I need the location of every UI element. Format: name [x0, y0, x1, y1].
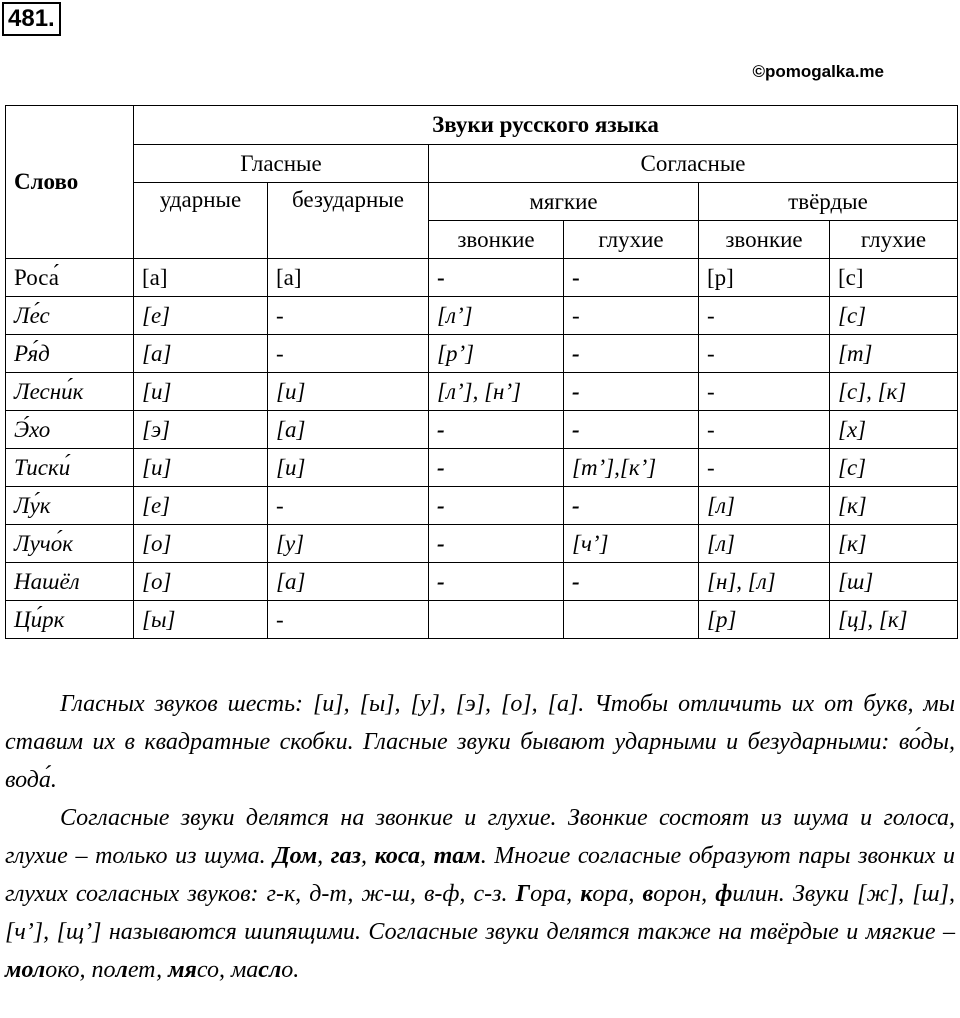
- header-title: Звуки русского языка: [134, 106, 958, 145]
- header-word: Слово: [6, 106, 134, 259]
- cell-unstressed: [у]: [268, 525, 429, 563]
- cell-hard-voiced: -: [699, 335, 830, 373]
- header-soft: мягкие: [429, 183, 699, 221]
- cell-word: Роса́: [6, 259, 134, 297]
- cell-soft-voiced: [л’]: [429, 297, 564, 335]
- cell-word: Нашёл: [6, 563, 134, 601]
- cell-hard-voiced: [р]: [699, 259, 830, 297]
- header-soft-voiced: звонкие: [429, 221, 564, 259]
- cell-stressed: [е]: [134, 487, 268, 525]
- cell-unstressed: [и]: [268, 449, 429, 487]
- cell-soft-voiceless: [564, 601, 699, 639]
- cell-hard-voiceless: [к]: [830, 487, 958, 525]
- cell-hard-voiced: [р]: [699, 601, 830, 639]
- cell-stressed: [а]: [134, 259, 268, 297]
- cell-soft-voiceless: -: [564, 297, 699, 335]
- cell-hard-voiced: -: [699, 411, 830, 449]
- cell-hard-voiceless: [с], [к]: [830, 373, 958, 411]
- cell-word: Лесни́к: [6, 373, 134, 411]
- sounds-table: [5, 105, 958, 639]
- cell-stressed: [ы]: [134, 601, 268, 639]
- cell-soft-voiceless: -: [564, 563, 699, 601]
- cell-word: Лу́к: [6, 487, 134, 525]
- cell-unstressed: -: [268, 297, 429, 335]
- cell-stressed: [и]: [134, 373, 268, 411]
- header-unstressed: безударные: [268, 183, 429, 259]
- cell-soft-voiced: [р’]: [429, 335, 564, 373]
- cell-unstressed: [и]: [268, 373, 429, 411]
- cell-stressed: [э]: [134, 411, 268, 449]
- header-hard: твёрдые: [699, 183, 958, 221]
- cell-word: Ле́с: [6, 297, 134, 335]
- cell-soft-voiceless: -: [564, 411, 699, 449]
- cell-hard-voiceless: [ш]: [830, 563, 958, 601]
- exercise-number: 481.: [2, 2, 61, 36]
- cell-hard-voiced: -: [699, 449, 830, 487]
- cell-word: Э́хо: [6, 411, 134, 449]
- cell-stressed: [о]: [134, 563, 268, 601]
- cell-stressed: [е]: [134, 297, 268, 335]
- cell-hard-voiceless: [х]: [830, 411, 958, 449]
- cell-hard-voiced: -: [699, 297, 830, 335]
- watermark: ©pomogalka.me: [752, 62, 884, 81]
- cell-soft-voiced: -: [429, 259, 564, 297]
- table-row: [6, 601, 958, 639]
- cell-unstressed: [а]: [268, 259, 429, 297]
- cell-hard-voiceless: [с]: [830, 259, 958, 297]
- explanation-text: [5, 685, 955, 989]
- cell-word: Лучо́к: [6, 525, 134, 563]
- cell-soft-voiceless: -: [564, 487, 699, 525]
- cell-hard-voiced: [л]: [699, 525, 830, 563]
- cell-hard-voiceless: [к]: [830, 525, 958, 563]
- table-row: [6, 259, 958, 297]
- table-row: [6, 449, 958, 487]
- cell-word: Тиски́: [6, 449, 134, 487]
- header-consonants: Согласные: [429, 145, 958, 183]
- cell-unstressed: -: [268, 335, 429, 373]
- header-stressed: ударные: [134, 183, 268, 259]
- table-row: [6, 525, 958, 563]
- cell-soft-voiced: -: [429, 449, 564, 487]
- cell-hard-voiceless: [с]: [830, 449, 958, 487]
- cell-soft-voiceless: -: [564, 259, 699, 297]
- header-hard-voiced: звонкие: [699, 221, 830, 259]
- cell-hard-voiceless: [т]: [830, 335, 958, 373]
- cell-word: Ци́рк: [6, 601, 134, 639]
- cell-soft-voiced: -: [429, 525, 564, 563]
- cell-hard-voiceless: [ц], [к]: [830, 601, 958, 639]
- cell-hard-voiced: [н], [л]: [699, 563, 830, 601]
- paragraph-vowels: Гласных звуков шесть: [и], [ы], [у], [э], [о], [а]. Чтобы отличить их от букв, мы ставим их в квадратные скобки. Гласные звуки бывают ударными и безударными: во́ды, вода́.: [5, 691, 955, 793]
- cell-hard-voiced: -: [699, 373, 830, 411]
- header-vowels: Гласные: [134, 145, 429, 183]
- cell-hard-voiced: [л]: [699, 487, 830, 525]
- cell-soft-voiced: -: [429, 487, 564, 525]
- cell-soft-voiced: -: [429, 563, 564, 601]
- header-soft-voiceless: глухие: [564, 221, 699, 259]
- table-row: [6, 373, 958, 411]
- header-hard-voiceless: глухие: [830, 221, 958, 259]
- cell-soft-voiced: -: [429, 411, 564, 449]
- cell-soft-voiced: [429, 601, 564, 639]
- cell-stressed: [и]: [134, 449, 268, 487]
- cell-stressed: [о]: [134, 525, 268, 563]
- table-row: [6, 411, 958, 449]
- cell-soft-voiceless: [ч’]: [564, 525, 699, 563]
- table-row: [6, 487, 958, 525]
- cell-stressed: [а]: [134, 335, 268, 373]
- table-row: [6, 297, 958, 335]
- cell-soft-voiceless: -: [564, 335, 699, 373]
- cell-unstressed: [а]: [268, 563, 429, 601]
- cell-soft-voiceless: -: [564, 373, 699, 411]
- table-row: [6, 563, 958, 601]
- cell-unstressed: [а]: [268, 411, 429, 449]
- cell-soft-voiceless: [т’],[к’]: [564, 449, 699, 487]
- table-row: [6, 335, 958, 373]
- cell-unstressed: -: [268, 487, 429, 525]
- cell-word: Ря́д: [6, 335, 134, 373]
- cell-unstressed: -: [268, 601, 429, 639]
- paragraph-consonants: Согласные звуки делятся на звонкие и глухие. Звонкие состоят из шума и голоса, глухие – только из шума. Дом, газ, коса, там. Многие согласные образуют пары звонких и глухих согласных звуков: г-к, д-т, ж-ш, в-ф, с-з. Гора, кора, ворон, филин. Звуки [ж], [ш], [ч’], [щ’] называются шипящими. Согласные звуки делятся также на твёрдые и мягкие – молоко, полет, мясо, масло.: [5, 805, 956, 983]
- cell-hard-voiceless: [с]: [830, 297, 958, 335]
- cell-soft-voiced: [л’], [н’]: [429, 373, 564, 411]
